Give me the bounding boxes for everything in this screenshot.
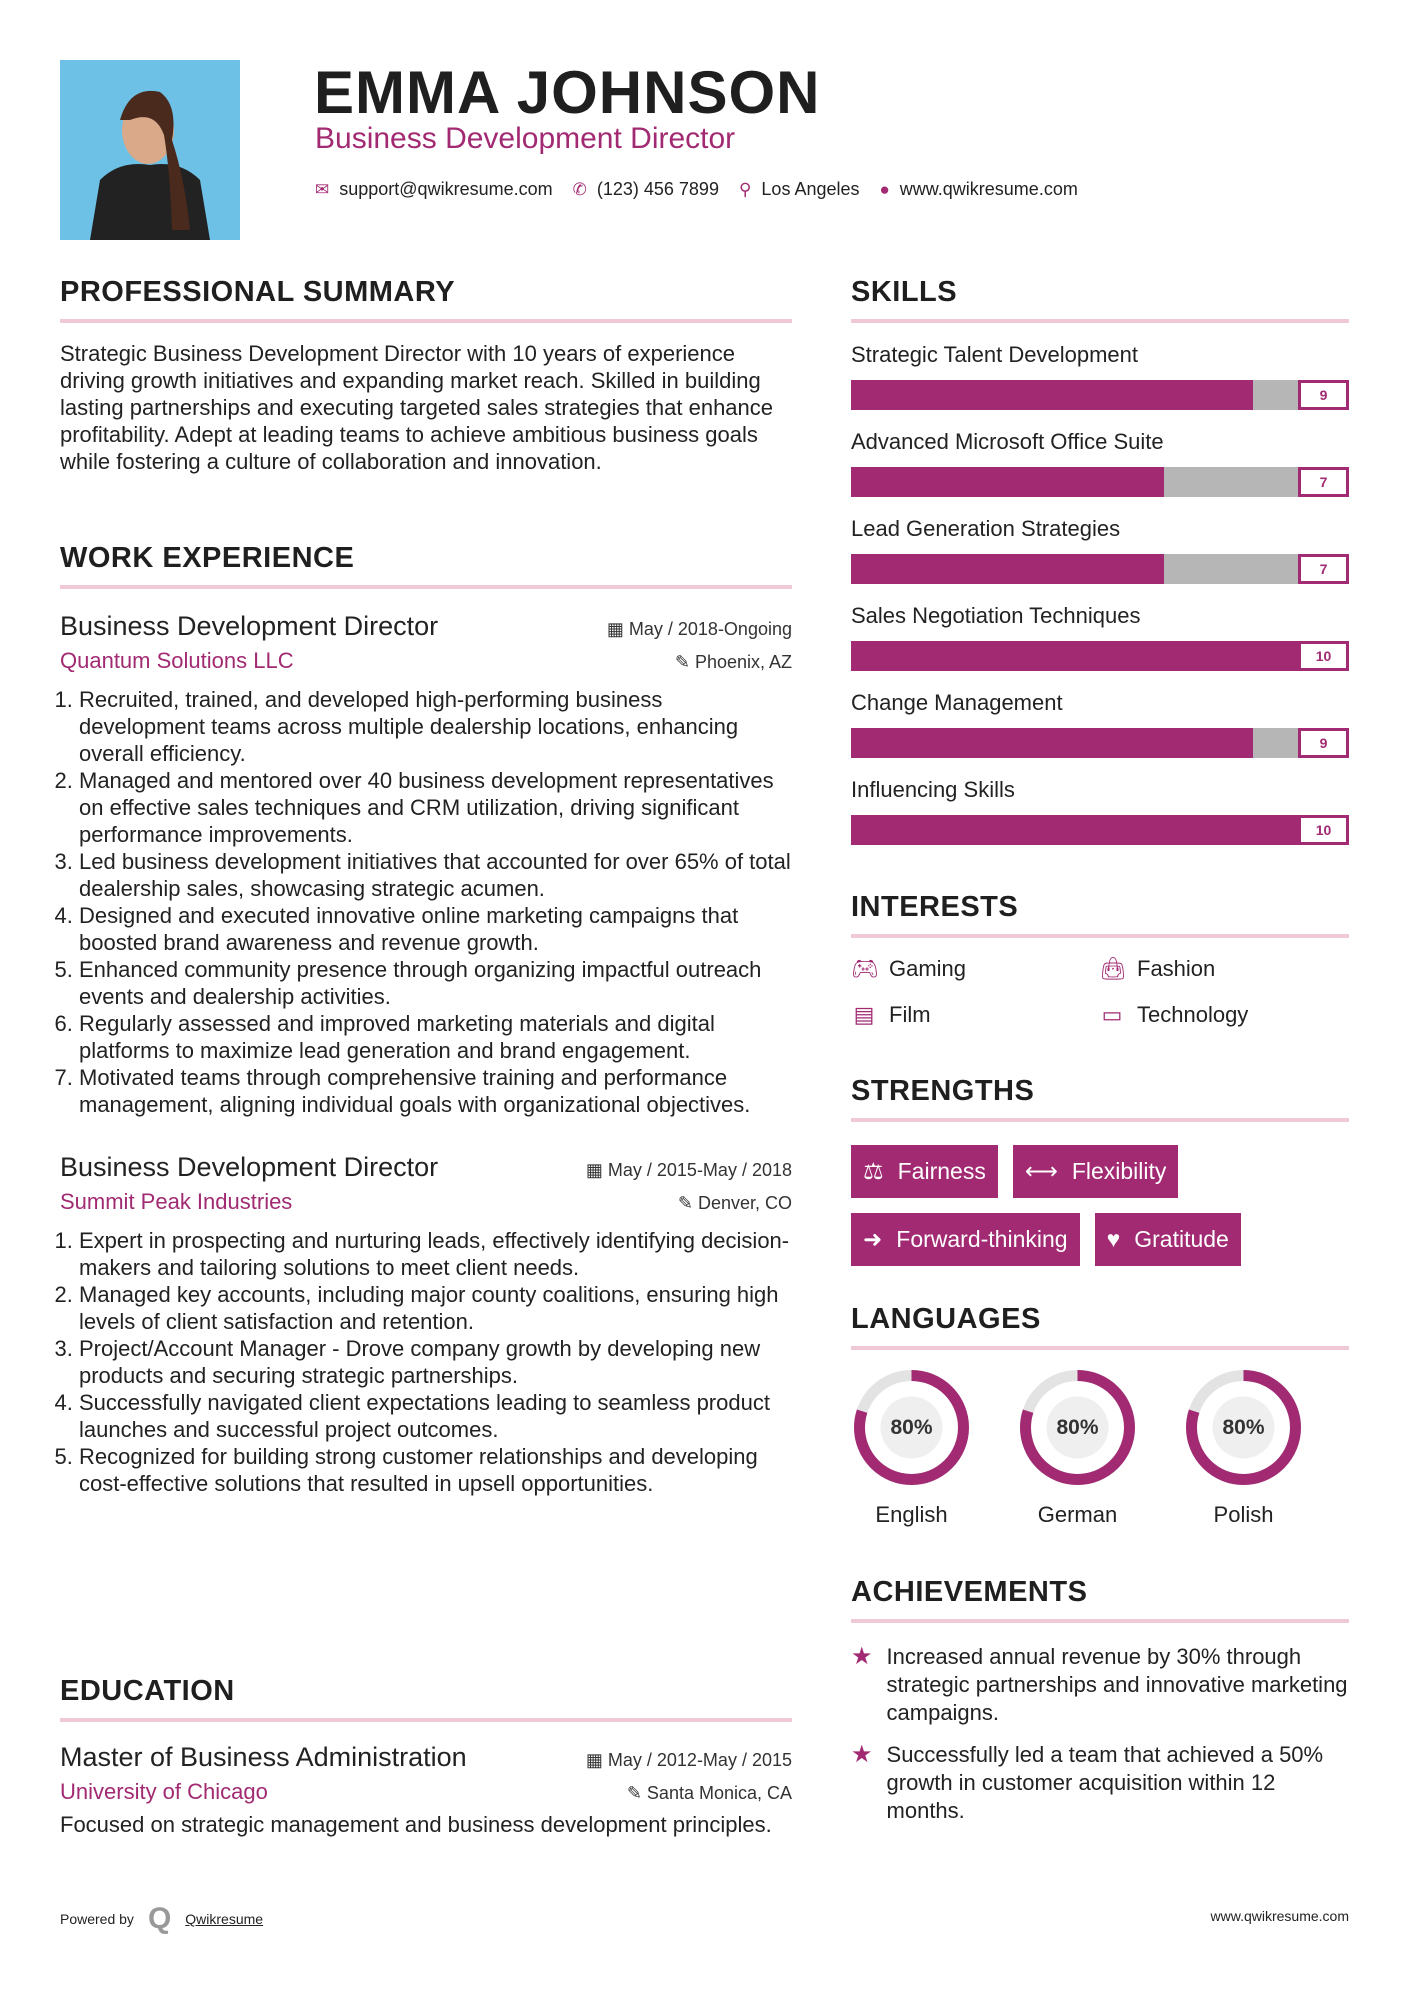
calendar-icon: ▦ (606, 619, 629, 639)
star-icon: ★ (851, 1741, 873, 1768)
job-bullet: 4. Successfully navigated client expectations leading to seamless product launches and successful project outcomes. (79, 1389, 792, 1443)
achievement-item (851, 1741, 1349, 1825)
education-section (60, 1675, 792, 1838)
divider (851, 934, 1349, 938)
skill-bar-fill (851, 554, 1164, 584)
achievement-text: Increased annual revenue by 30% through strategic partnerships and innovative marketing campaigns. (886, 1644, 1348, 1725)
job-bullet: 2. Managed key accounts, including major county coalitions, ensuring high levels of client satisfaction and retention. (79, 1281, 792, 1335)
shopping-bag-icon: 👜︎ (1099, 956, 1127, 981)
skill-bar (851, 641, 1349, 671)
skill-name: Sales Negotiation Techniques (851, 603, 1141, 628)
calendar-icon: ▦ (585, 1750, 608, 1770)
strength-label: Forward-thinking (896, 1226, 1068, 1252)
language-name: German (1037, 1502, 1118, 1527)
summary-text: Strategic Business Development Director with 10 years of experience driving growth initiatives and expanding market reach. Skilled in building lasting partnerships and executing targeted sales strategies that enhance profitability. Adept at leading teams to achieve ambitious business goals while fostering a culture of collaboration and innovation. (60, 341, 774, 474)
job-dates: May / 2018-Ongoing (628, 619, 792, 639)
email-link[interactable]: support@qwikresume.com (339, 179, 553, 199)
company-name: Summit Peak Industries (60, 1189, 293, 1214)
job-bullet: 6. Regularly assessed and improved marketing materials and digital platforms to maximize lead generation and brand engagement. (79, 1010, 792, 1064)
interest-item (851, 1002, 1099, 1028)
job-bullet: 4. Designed and executed innovative online marketing campaigns that boosted brand awareness and revenue growth. (79, 902, 792, 956)
job-title: Business Development Director (315, 122, 736, 155)
achievement-item (851, 1643, 1349, 1727)
interest-item (851, 956, 1099, 982)
interests-section (851, 891, 1349, 1028)
film-icon: ▤ (853, 1002, 875, 1027)
powered-by-label: Powered by (60, 1911, 134, 1927)
location: Los Angeles (761, 179, 860, 199)
skill-name: Influencing Skills (851, 777, 1015, 802)
envelope-icon: ✉ (315, 179, 330, 199)
language-name: Polish (1213, 1502, 1274, 1527)
laptop-icon: ▭ (1101, 1002, 1123, 1027)
skill-bar-fill (851, 380, 1253, 410)
strength-label: Flexibility (1071, 1158, 1167, 1184)
skill-item (851, 603, 1349, 671)
section-heading: STRENGTHS (851, 1075, 1035, 1107)
job-entry (60, 1152, 792, 1497)
divider (851, 1619, 1349, 1623)
languages-section (851, 1303, 1349, 1528)
divider (851, 1346, 1349, 1350)
candidate-name: EMMA JOHNSON (314, 59, 821, 126)
job-bullets (60, 1227, 792, 1497)
language-item (1017, 1367, 1138, 1528)
section-heading: WORK EXPERIENCE (60, 542, 355, 574)
skill-score: 9 (1298, 728, 1349, 758)
arrows-h-icon: ⟷ (1024, 1158, 1058, 1184)
map-pin-icon: ⚲ (738, 179, 752, 199)
strengths-section (851, 1075, 1349, 1266)
strength-tag (1013, 1145, 1179, 1198)
job-bullet: 7. Motivated teams through comprehensive training and performance management, aligning individual goals with organizational objectives. (79, 1064, 792, 1118)
work-section (60, 542, 792, 1497)
pin-icon: ✎ (626, 1783, 647, 1803)
company-name: Quantum Solutions LLC (60, 648, 294, 673)
skill-item (851, 516, 1349, 584)
skill-bar-fill (851, 641, 1298, 671)
degree: Master of Business Administration (60, 1742, 467, 1772)
profile-photo (60, 60, 240, 240)
skill-name: Change Management (851, 690, 1063, 715)
skill-bar (851, 467, 1349, 497)
section-heading: ACHIEVEMENTS (851, 1576, 1088, 1608)
skill-name: Advanced Microsoft Office Suite (851, 429, 1164, 454)
job-bullet: 2. Managed and mentored over 40 business development representatives on effective sales techniques and CRM utilization, driving significant performance improvements. (79, 767, 792, 848)
skills-section (851, 276, 1349, 864)
pin-icon: ✎ (677, 1193, 698, 1213)
skill-score: 7 (1298, 554, 1349, 584)
skill-bar (851, 380, 1349, 410)
language-percent: 80% (1222, 1415, 1265, 1439)
calendar-icon: ▦ (585, 1160, 608, 1180)
qwikresume-link[interactable]: Qwikresume (185, 1911, 264, 1927)
footer-site-link[interactable]: www.qwikresume.com (1210, 1908, 1349, 1924)
section-heading: SKILLS (851, 276, 958, 308)
language-percent: 80% (890, 1415, 933, 1439)
pin-icon: ✎ (674, 652, 695, 672)
job-bullets (60, 686, 792, 1118)
section-heading: PROFESSIONAL SUMMARY (60, 276, 456, 308)
divider (60, 1718, 792, 1722)
contact-info (315, 179, 1078, 200)
globe-icon: ● (879, 179, 890, 199)
skill-name: Lead Generation Strategies (851, 516, 1121, 541)
edu-location: Santa Monica, CA (646, 1783, 792, 1803)
phone-icon: ✆ (572, 179, 587, 199)
job-title: Business Development Director (60, 1152, 439, 1182)
skill-bar (851, 815, 1349, 845)
skill-score: 10 (1298, 641, 1349, 671)
skill-bar-fill (851, 728, 1253, 758)
star-icon: ★ (851, 1643, 873, 1670)
edu-description: Focused on strategic management and business development principles. (60, 1812, 772, 1837)
arrow-right-icon: ➜ (863, 1226, 883, 1252)
edu-dates: May / 2012-May / 2015 (607, 1750, 792, 1770)
strength-label: Gratitude (1134, 1226, 1229, 1252)
strength-label: Fairness (897, 1158, 986, 1184)
job-title: Business Development Director (60, 611, 439, 641)
strength-tag (851, 1145, 998, 1198)
job-location: Phoenix, AZ (694, 652, 792, 672)
balance-scale-icon: ⚖ (863, 1158, 884, 1184)
skill-item (851, 429, 1349, 497)
job-entry (60, 611, 792, 1118)
interest-item (1099, 956, 1349, 982)
job-dates: May / 2015-May / 2018 (607, 1160, 792, 1180)
interest-item (1099, 1002, 1349, 1028)
strength-tag (851, 1213, 1080, 1266)
interest-label: Film (889, 1002, 931, 1027)
divider (851, 319, 1349, 323)
skill-item (851, 690, 1349, 758)
section-heading: INTERESTS (851, 891, 1019, 923)
section-heading: LANGUAGES (851, 1303, 1041, 1335)
job-location: Denver, CO (697, 1193, 792, 1213)
language-percent: 80% (1056, 1415, 1099, 1439)
interest-label: Fashion (1137, 956, 1216, 981)
summary-section (60, 276, 792, 475)
divider (60, 319, 792, 323)
job-bullet: 5. Enhanced community presence through organizing impactful outreach events and dealership activities. (79, 956, 792, 1010)
skill-bar-fill (851, 815, 1298, 845)
skill-score: 9 (1298, 380, 1349, 410)
skill-bar (851, 728, 1349, 758)
skill-item (851, 777, 1349, 845)
interest-label: Technology (1137, 1002, 1249, 1027)
website-link[interactable]: www.qwikresume.com (899, 179, 1078, 199)
achievements-section (851, 1576, 1349, 1839)
job-bullet: 1. Expert in prospecting and nurturing leads, effectively identifying decision-makers and tailoring solutions to meet client needs. (79, 1227, 792, 1281)
skill-item (851, 342, 1349, 410)
school: University of Chicago (60, 1779, 268, 1804)
interest-label: Gaming (889, 956, 967, 981)
language-name: English (875, 1502, 948, 1527)
skill-name: Strategic Talent Development (851, 342, 1138, 367)
achievement-text: Successfully led a team that achieved a 50% growth in customer acquisition within 12 months. (886, 1742, 1324, 1823)
section-heading: EDUCATION (60, 1675, 235, 1707)
footer-powered (60, 1904, 263, 1934)
skill-score: 10 (1298, 815, 1349, 845)
qwikresume-logo-icon: Q (147, 1902, 172, 1935)
divider (851, 1118, 1349, 1122)
skill-score: 7 (1298, 467, 1349, 497)
job-bullet: 5. Recognized for building strong customer relationships and developing cost-effective solutions that resulted in upsell opportunities. (79, 1443, 792, 1497)
divider (60, 585, 792, 589)
strength-tag (1095, 1213, 1241, 1266)
gamepad-icon: 🎮︎ (851, 956, 879, 981)
language-item (851, 1367, 972, 1528)
skill-bar-fill (851, 467, 1164, 497)
language-item (1183, 1367, 1304, 1528)
job-bullet: 1. Recruited, trained, and developed high-performing business development teams across multiple dealership locations, enhancing overall efficiency. (79, 686, 792, 767)
job-bullet: 3. Project/Account Manager - Drove company growth by developing new products and securing strategic partnerships. (79, 1335, 792, 1389)
job-bullet: 3. Led business development initiatives that accounted for over 65% of total dealership sales, showcasing strategic acumen. (79, 848, 792, 902)
phone-number: (123) 456 7899 (596, 179, 719, 199)
skill-bar (851, 554, 1349, 584)
heart-icon: ♥ (1106, 1226, 1121, 1252)
